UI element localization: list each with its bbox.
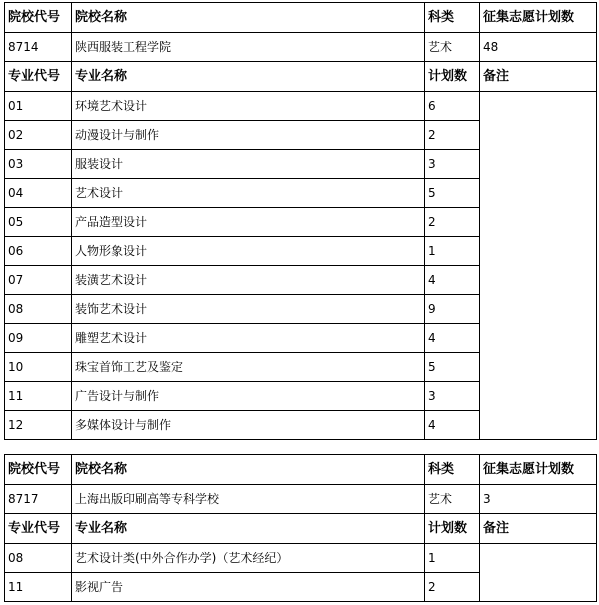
major-name: 雕塑艺术设计 [72,324,425,353]
major-code: 04 [5,179,72,208]
major-plan-count: 2 [425,121,480,150]
school-code-header: 院校代号 [5,3,72,33]
table-row [5,92,597,121]
major-name: 广告设计与制作 [72,382,425,411]
table-row [5,544,597,573]
school-code: 8714 [5,33,72,62]
major-code: 03 [5,150,72,179]
major-name: 动漫设计与制作 [72,121,425,150]
category-header: 科类 [425,3,480,33]
school-info-row [5,485,597,514]
school-name: 陕西服装工程学院 [72,33,425,62]
school-category: 艺术 [425,485,480,514]
major-plan-count: 5 [425,353,480,382]
school-name-header: 院校名称 [72,3,425,33]
major-code: 05 [5,208,72,237]
major-name: 装饰艺术设计 [72,295,425,324]
major-name-header: 专业名称 [72,514,425,544]
major-name: 影视广告 [72,573,425,602]
note-header: 备注 [480,514,597,544]
major-code: 09 [5,324,72,353]
school-name-header: 院校名称 [72,455,425,485]
admission-table-2 [4,454,597,602]
major-code: 11 [5,382,72,411]
plan-total-header: 征集志愿计划数 [480,455,597,485]
school-code: 8717 [5,485,72,514]
major-code: 02 [5,121,72,150]
major-plan-count: 2 [425,208,480,237]
major-code-header: 专业代号 [5,514,72,544]
major-code: 12 [5,411,72,440]
major-name: 多媒体设计与制作 [72,411,425,440]
admission-table-2-body [5,455,597,602]
major-plan-count: 4 [425,324,480,353]
plan-count-header: 计划数 [425,62,480,92]
school-header-row [5,455,597,485]
school-name: 上海出版印刷高等专科学校 [72,485,425,514]
category-header: 科类 [425,455,480,485]
major-plan-count: 2 [425,573,480,602]
major-plan-count: 4 [425,266,480,295]
major-name: 艺术设计类(中外合作办学)（艺术经纪） [72,544,425,573]
major-code-header: 专业代号 [5,62,72,92]
major-header-row [5,514,597,544]
major-code: 11 [5,573,72,602]
major-name: 艺术设计 [72,179,425,208]
admission-table-1-body [5,3,597,440]
major-code: 01 [5,92,72,121]
note-cell [480,92,597,440]
school-code-header: 院校代号 [5,455,72,485]
major-header-row [5,62,597,92]
note-header: 备注 [480,62,597,92]
major-name: 装潢艺术设计 [72,266,425,295]
major-code: 07 [5,266,72,295]
major-code: 06 [5,237,72,266]
note-cell [480,544,597,602]
school-plan-total: 48 [480,33,597,62]
major-plan-count: 6 [425,92,480,121]
school-category: 艺术 [425,33,480,62]
major-plan-count: 1 [425,544,480,573]
major-name-header: 专业名称 [72,62,425,92]
major-plan-count: 3 [425,382,480,411]
major-plan-count: 4 [425,411,480,440]
major-plan-count: 9 [425,295,480,324]
major-plan-count: 1 [425,237,480,266]
school-info-row [5,33,597,62]
school-header-row [5,3,597,33]
school-plan-total: 3 [480,485,597,514]
major-code: 08 [5,295,72,324]
major-code: 10 [5,353,72,382]
major-name: 产品造型设计 [72,208,425,237]
major-name: 服装设计 [72,150,425,179]
major-plan-count: 3 [425,150,480,179]
major-name: 珠宝首饰工艺及鉴定 [72,353,425,382]
major-code: 08 [5,544,72,573]
major-name: 人物形象设计 [72,237,425,266]
plan-count-header: 计划数 [425,514,480,544]
plan-total-header: 征集志愿计划数 [480,3,597,33]
admission-table-1 [4,2,597,440]
major-name: 环境艺术设计 [72,92,425,121]
major-plan-count: 5 [425,179,480,208]
